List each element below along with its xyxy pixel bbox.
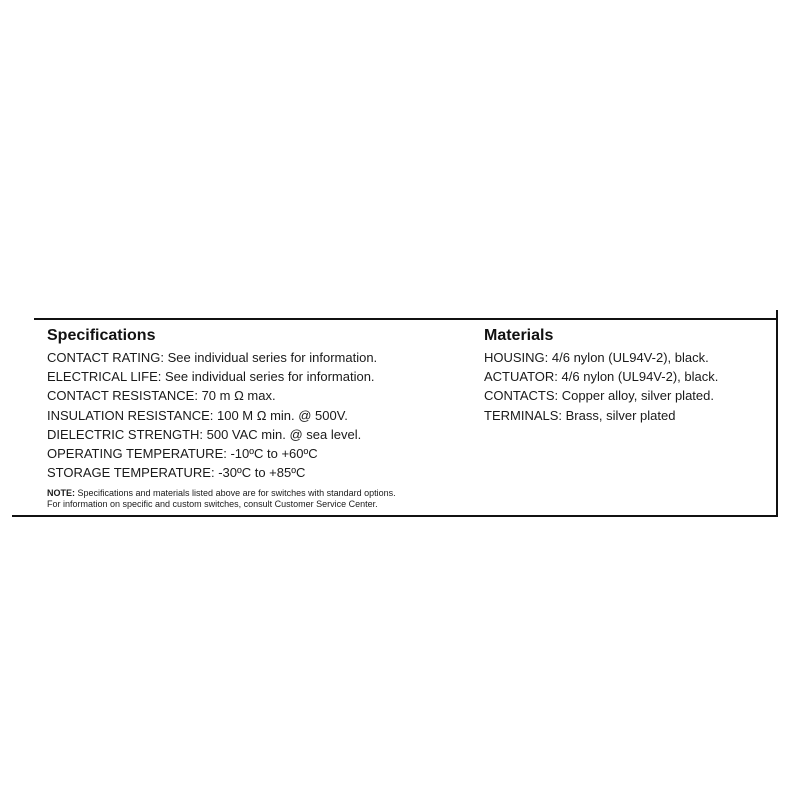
spec-insulation-resistance: INSULATION RESISTANCE: 100 M Ω min. @ 500V. xyxy=(47,407,348,423)
footnote xyxy=(47,488,767,510)
spec-contact-rating: CONTACT RATING: See individual series for information. xyxy=(47,350,378,365)
bottom-rule xyxy=(12,515,778,517)
note-label: NOTE: xyxy=(47,488,75,498)
top-rule xyxy=(34,318,778,320)
footnote-line-2: For information on specific and custom switches, consult Customer Service Center. xyxy=(47,499,378,509)
materials-heading: Materials xyxy=(484,327,554,344)
spec-storage-temperature: STORAGE TEMPERATURE: -30ºC to +85ºC xyxy=(47,465,306,481)
specifications-heading: Specifications xyxy=(47,327,156,344)
spec-operating-temperature: OPERATING TEMPERATURE: -10ºC to +60ºC xyxy=(47,446,318,462)
material-contacts: CONTACTS: Copper alloy, silver plated. xyxy=(484,388,714,404)
spec-contact-resistance: CONTACT RESISTANCE: 70 m Ω max. xyxy=(47,388,276,404)
right-rule xyxy=(776,310,778,517)
material-actuator: ACTUATOR: 4/6 nylon (UL94V-2), black. xyxy=(484,369,719,385)
footnote-line-1 xyxy=(47,488,767,499)
note-text: Specifications and materials listed above are for switches with standard options. xyxy=(75,488,396,498)
material-terminals: TERMINALS: Brass, silver plated xyxy=(484,407,676,423)
spec-electrical-life: ELECTRICAL LIFE: See individual series for information. xyxy=(47,369,375,385)
material-housing: HOUSING: 4/6 nylon (UL94V-2), black. xyxy=(484,350,709,365)
spec-dielectric-strength: DIELECTRIC STRENGTH: 500 VAC min. @ sea level. xyxy=(47,426,362,442)
specifications-section xyxy=(47,326,467,482)
materials-section xyxy=(484,326,764,425)
